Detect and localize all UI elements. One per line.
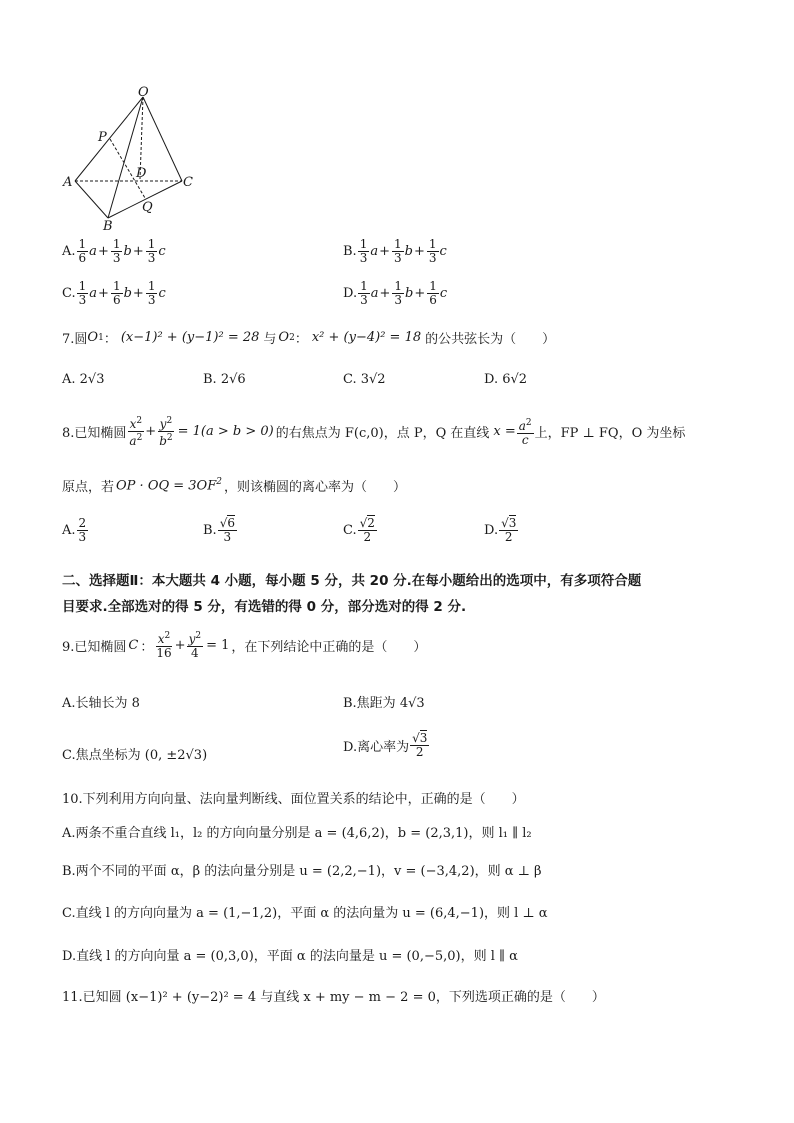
q6-coef: $\frac{1}{6}$ (429, 279, 437, 307)
section2-line1: 二、选择题Ⅱ：本大题共 4 小题，每小题 5 分，共 20 分.在每小题给出的选项中，有多项符合题 (62, 573, 642, 589)
q8-line2-a: 原点，若 (62, 480, 115, 495)
q8-option-c-label: C. (343, 523, 357, 538)
q6-option-label: D. (343, 286, 358, 301)
q6-coef: $\frac{1}{3}$ (147, 279, 156, 307)
q7-option-a[interactable]: A. 2√3 (62, 372, 105, 387)
q7-stem: 7.圆 O 1 ： (x−1)² + (y−1)² = 28 与 O 2 ： x² + (y−4)² = 18 的公共弦长为（ ） (62, 330, 556, 347)
q8-line2 (62, 476, 406, 495)
label-B: B (103, 219, 113, 230)
q7-circle1: (x−1)² + (y−1)² = 28 (120, 330, 260, 345)
q7-option-c[interactable]: C. 3√2 (343, 372, 386, 387)
q6-coef: $\frac{1}{3}$ (112, 237, 121, 265)
q7-prefix: 7.圆 (62, 332, 88, 347)
tetrahedron-figure (60, 85, 200, 230)
q6-coef: $\frac{1}{3}$ (78, 279, 87, 307)
q9-option-a[interactable]: A.长轴长为 8 (62, 696, 140, 711)
label-P: P (98, 130, 107, 145)
q6-coef: $\frac{1}{3}$ (394, 237, 402, 265)
q8-line1: 8.已知椭圆 $\frac{x^2}{a^2}$ + $\frac{y^2}{b^2}$ = 1(a > b > 0) 的右焦点为 F(c,0)，点 P，Q 在直线 x = $\frac{a^2}{c}$ 上，FP ⊥ FQ，O 为坐标 (62, 416, 686, 448)
q9-option-d-label: D.离心率为 (343, 740, 410, 755)
q6-option-c[interactable]: C. $\frac{1}{3}$ a + $\frac{1}{6}$ b + $\frac{1}{3}$ c (62, 279, 166, 307)
q8-option-a-label: A. (62, 523, 76, 538)
q6-coef: $\frac{1}{3}$ (394, 279, 403, 307)
q6-option-a[interactable]: A. $\frac{1}{6}$ a + $\frac{1}{3}$ b + $\frac{1}{3}$ c (62, 237, 166, 265)
q8-option-d[interactable]: D. $\frac{√3}{2}$ (484, 516, 517, 544)
q8-option-b-label: B. (203, 523, 217, 538)
q10-option-d[interactable]: D.直线 l 的方向向量 a = (0,3,0)，平面 α 的法向量是 u = (0,−5,0)，则 l ∥ α (62, 949, 518, 964)
q8-vector-expr: OP · OQ = $3OF^2$ (116, 477, 222, 494)
q10-option-c[interactable]: C.直线 l 的方向向量为 a = (1,−1,2)，平面 α 的法向量为 u = (6,4,−1)，则 l ⊥ α (62, 906, 548, 921)
q9-option-d[interactable]: D.离心率为 $\frac{√3}{2}$ (343, 731, 428, 759)
section2-line2: 目要求.全部选对的得 5 分，有选错的得 0 分，部分选对的得 2 分. (62, 599, 467, 615)
label-Q: Q (142, 200, 153, 215)
q8-frac-x: $\frac{x^2}{a^2}$ (129, 416, 143, 448)
q6-coef: $\frac{1}{6}$ (78, 237, 87, 265)
label-C: C (183, 175, 193, 190)
q6-coef: $\frac{1}{3}$ (360, 279, 368, 307)
q10-option-a[interactable]: A.两条不重合直线 l₁，l₂ 的方向向量分别是 a = (4,6,2)，b = (2,3,1)，则 l₁ ∥ l₂ (62, 826, 532, 841)
q6-option-label: B. (343, 244, 357, 259)
q9-option-c[interactable]: C.焦点坐标为 (0, ±2√3) (62, 748, 208, 763)
q9-stem: 9.已知椭圆 C ： $\frac{x^2}{16}$ + $\frac{y^2}{4}$ = 1 ，在下列结论中正确的是（ ） (62, 631, 427, 660)
q8-line1-a: 8.已知椭圆 (62, 426, 127, 441)
label-D: D (136, 166, 147, 181)
q6-option-label: C. (62, 286, 76, 301)
q10-option-b[interactable]: B.两个不同的平面 α，β 的法向量分别是 u = (2,2,−1)，v = (−3,4,2)，则 α ⊥ β (62, 864, 542, 879)
q8-option-d-label: D. (484, 523, 499, 538)
q8-line1-b: 的右焦点为 F(c,0)，点 P，Q 在直线 (275, 426, 490, 441)
q9-prefix: 9.已知椭圆 (62, 639, 127, 655)
q8-frac-y: $\frac{y^2}{b^2}$ (159, 416, 173, 448)
q7-mid: 与 (263, 332, 277, 347)
q10-stem: 10.下列利用方向向量、法向量判断线、面位置关系的结论中，正确的是（ ） (62, 792, 525, 807)
q7-option-b[interactable]: B. 2√6 (203, 372, 246, 387)
q7-option-d[interactable]: D. 6√2 (484, 372, 528, 387)
q8-line1-c: 上，FP ⊥ FQ，O 为坐标 (534, 426, 686, 441)
q8-option-b[interactable]: B. $\frac{√6}{3}$ (203, 516, 235, 544)
q11-stem: 11.已知圆 (x−1)² + (y−2)² = 4 与直线 x + my − m − 2 = 0，下列选项正确的是（ ） (62, 990, 605, 1005)
q8-line2-b: ，则该椭圆的离心率为（ ） (223, 480, 406, 495)
q7-circle2: x² + (y−4)² = 18 (311, 330, 422, 345)
q6-coef: $\frac{1}{6}$ (112, 279, 121, 307)
q7-suffix: 的公共弦长为（ ） (425, 332, 556, 347)
q8-frac-line: $\frac{a^2}{c}$ (518, 417, 532, 447)
q6-coef: $\frac{1}{3}$ (147, 237, 156, 265)
q8-option-c[interactable]: C. $\frac{√2}{2}$ (343, 516, 375, 544)
q8-option-a[interactable]: A. $\frac{2}{3}$ (62, 516, 87, 544)
q6-coef: $\frac{1}{3}$ (428, 237, 437, 265)
q9-suffix: ，在下列结论中正确的是（ ） (231, 639, 427, 655)
q6-coef: $\frac{1}{3}$ (359, 237, 368, 265)
q6-option-b[interactable]: B. $\frac{1}{3}$ a + $\frac{1}{3}$ b + $\frac{1}{3}$ c (343, 237, 447, 265)
q6-option-d[interactable]: D. $\frac{1}{3}$ a + $\frac{1}{3}$ b + $\frac{1}{6}$ c (343, 279, 448, 307)
q6-option-label: A. (62, 244, 76, 259)
q9-option-b[interactable]: B.焦距为 4√3 (343, 696, 425, 711)
label-A: A (63, 175, 73, 190)
label-O: O (138, 85, 149, 100)
